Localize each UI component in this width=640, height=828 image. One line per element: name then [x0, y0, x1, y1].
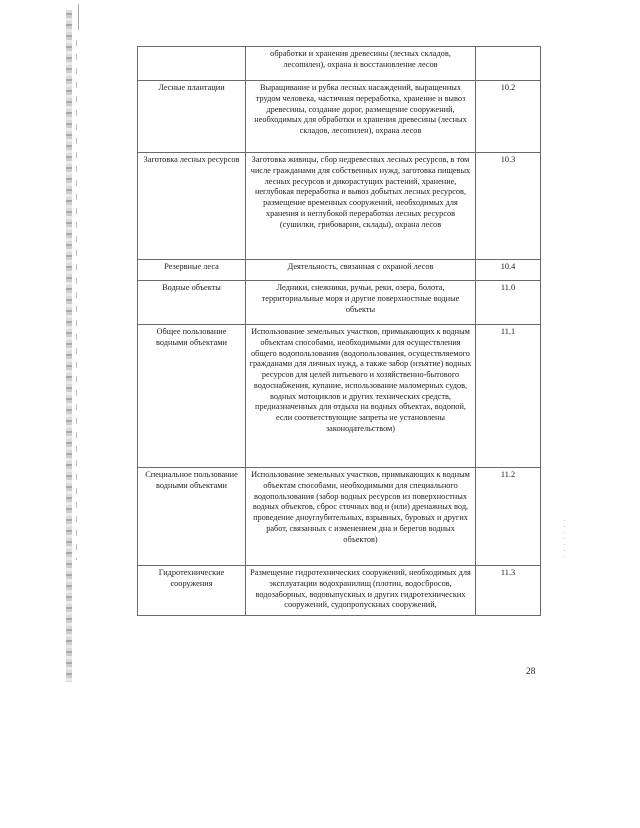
- row-name-cell: Водные объекты: [138, 281, 246, 325]
- page-number: 28: [526, 667, 536, 677]
- scan-edge-line: [76, 40, 77, 560]
- table-row: [138, 325, 541, 468]
- row-name-cell: Лесные плантации: [138, 81, 246, 153]
- row-description-cell: Размещение гидротехнических сооружений, необходимых для эксплуатации водохранилищ (плотин, водосбросов, водозаборных, водовыпускных и других гидротехнических сооружений, судопропускных сооружений,: [246, 566, 476, 616]
- row-name-cell: [138, 47, 246, 81]
- row-name-cell: Общее пользование водными объектами: [138, 325, 246, 468]
- row-name-cell: Гидротехнические сооружения: [138, 566, 246, 616]
- scan-edge-mark: [78, 4, 79, 30]
- land-use-table: [137, 46, 541, 616]
- row-code-cell: 11.0: [476, 281, 541, 325]
- row-description-cell: Деятельность, связанная с охраной лесов: [246, 260, 476, 281]
- table-row: [138, 468, 541, 566]
- table-row: [138, 566, 541, 616]
- row-description-cell: обработки и хранения древесины (лесных складов, лесопилен), охрана и восстановление лесов: [246, 47, 476, 81]
- row-code-cell: 11.1: [476, 325, 541, 468]
- row-description-cell: Заготовка живицы, сбор недревесных лесных ресурсов, в том числе гражданами для собственных нужд, заготовка пищевых лесных ресурсов и дикорастущих растений, хранение, неглубокая переработка и вывоз добытых лесных ресурсов, размещение временных сооружений, необходимых для хранения и неглубокой переработки лесных ресурсов (сушилки, грибоварни, склады), охрана лесов: [246, 153, 476, 260]
- row-name-cell: Резервные леса: [138, 260, 246, 281]
- row-description-cell: Использование земельных участков, примыкающих к водным объектам способами, необходимыми для специального водопользования (забор водных ресурсов из поверхностных водных объектов, сброс сточных вод и (или) дренажных вод, проведение дноуглубительных, взрывных, буровых и других работ, связанных с изменением дна и берегов водных объектов): [246, 468, 476, 566]
- row-code-cell: 10.3: [476, 153, 541, 260]
- row-name-cell: Заготовка лесных ресурсов: [138, 153, 246, 260]
- table-row: [138, 47, 541, 81]
- row-code-cell: 10.4: [476, 260, 541, 281]
- table-row: [138, 281, 541, 325]
- row-code-cell: 11.3: [476, 566, 541, 616]
- row-code-cell: 10.2: [476, 81, 541, 153]
- row-code-cell: [476, 47, 541, 81]
- row-description-cell: Выращивание и рубка лесных насаждений, выращенных трудом человека, частичная переработка, хранение и вывоз древесины, создание дорог, размещение сооружений, необходимых для обработки и хранения древесины (лесных складов, лесопилен), охрана лесов: [246, 81, 476, 153]
- row-description-cell: Использование земельных участков, примыкающих к водным объектам способами, необходимыми для осуществления общего водопользования (водопользования, осуществляемого гражданами для личных нужд, а также забор (изъятие) водных ресурсов для целей питьевого и хозяйственно-бытового водоснабжения, купание, использование маломерных судов, водных мотоциклов и других технических средств, предназначенных для отдыха на водных объектах, водопой, если соответствующие запреты не установлены законодательством): [246, 325, 476, 468]
- row-code-cell: 11.2: [476, 468, 541, 566]
- scan-artifact-dots: [564, 520, 565, 560]
- table-row: [138, 153, 541, 260]
- row-name-cell: Специальное пользование водными объектами: [138, 468, 246, 566]
- row-description-cell: Ледники, снежники, ручьи, реки, озера, болота, территориальные моря и другие поверхностные водные объекты: [246, 281, 476, 325]
- table-row: [138, 81, 541, 153]
- scan-edge-strip: [66, 10, 72, 682]
- table-row: [138, 260, 541, 281]
